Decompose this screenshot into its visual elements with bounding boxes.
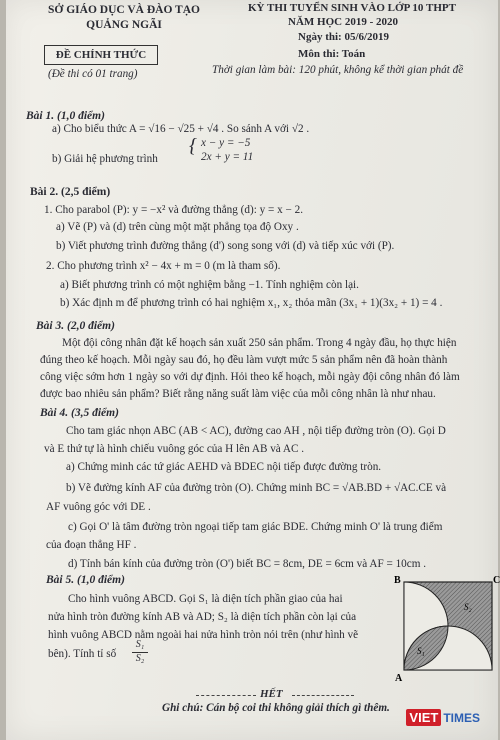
ratio-denominator: S₂ — [135, 653, 145, 664]
bai1-eq2: 2x + y = 11 — [201, 151, 254, 163]
bai2-p1a: a) Vẽ (P) và (d) trên cùng một mặt phẳng tọa độ Oxy . — [56, 221, 299, 233]
bai3-line3: công việc sớm hơn 1 ngày so với dự định. Hỏi theo kế hoạch, mỗi ngày đội công nhân đó làm — [40, 371, 460, 383]
footer-note-text: Ghi chú: Cán bộ coi thi không giải thích gì thêm. — [162, 702, 390, 714]
bai5-line4: bên). Tính tỉ số — [48, 648, 117, 660]
watermark-times: TIMES — [443, 710, 480, 725]
bai1-title: Bài 1. (1,0 điểm) — [26, 110, 105, 122]
watermark-viet: VIET — [406, 709, 441, 726]
bai3-line4: được bao nhiêu sản phẩm? Biết rằng năng suất làm việc của mỗi công nhân là như nhau. — [40, 388, 436, 400]
end-divider-left — [196, 695, 256, 696]
bai3-line1: Một đội công nhân đặt kế hoạch sản xuất 250 sản phẩm. Trong 4 ngày đầu, họ thực hiện — [62, 337, 457, 349]
bai4-b-line1: b) Vẽ đường kính AF của đường tròn (O). Chứng minh BC = √AB.BD + √AC.CE và — [66, 482, 447, 494]
province-name: QUẢNG NGÃI — [86, 19, 162, 31]
bai2-p1b: b) Viết phương trình đường thẳng (d') song song với (d) và tiếp xúc với (P). — [56, 240, 395, 252]
label-a: A — [395, 673, 403, 684]
bai5-line3: hình vuông ABCD nằm ngoài hai nửa hình tròn nói trên (như hình vẽ — [48, 629, 359, 641]
bai4-c-line2: của đoạn thẳng HF . — [46, 539, 137, 551]
school-year: NĂM HỌC 2019 - 2020 — [288, 16, 398, 28]
bai3-title: Bài 3. (2,0 điểm) — [36, 320, 115, 332]
bai3-line2: đúng theo kế hoạch. Mỗi ngày sau đó, họ đều làm vượt mức 5 sản phẩm nên đã hoàn thành — [40, 354, 448, 366]
end-divider-right — [292, 695, 354, 696]
footer-note — [162, 702, 390, 714]
bai4-c-line1: c) Gọi O' là tâm đường tròn ngoại tiếp tam giác BDE. Chứng minh O' là trung điểm — [68, 521, 443, 533]
bai5-title: Bài 5. (1,0 điểm) — [46, 574, 125, 586]
label-s1: S₁ — [417, 646, 425, 656]
label-c: C — [493, 575, 500, 586]
vietimes-watermark — [406, 709, 480, 726]
end-marker: HẾT — [260, 688, 283, 700]
bai4-line1: Cho tam giác nhọn ABC (AB < AC), đường cao AH , nội tiếp đường tròn (O). Gọi D — [66, 425, 446, 437]
bai4-b-line2: AF vuông góc với DE . — [46, 501, 151, 513]
system-brace: { — [189, 135, 197, 157]
bai2-p1: 1. Cho parabol (P): y = −x² và đường thẳng (d): y = x − 2. — [44, 204, 304, 216]
bai1-a: a) Cho biểu thức A = √16 − √25 + √4 . So sánh A với √2 . — [52, 123, 310, 135]
exam-title: KỲ THI TUYỂN SINH VÀO LỚP 10 THPT — [248, 2, 456, 14]
bai2-p2b: b) Xác định m để phương trình có hai nghiệm x₁, x₂ thỏa mãn (3x₁ + 1)(3x₂ + 1) = 4 . — [60, 297, 443, 309]
bai4-line2: và E thứ tự là hình chiếu vuông góc của H lên AB và AC . — [44, 443, 305, 455]
exam-date: Ngày thi: 05/6/2019 — [298, 31, 390, 43]
label-b: B — [394, 575, 401, 586]
page-count-note: (Đề thi có 01 trang) — [48, 68, 138, 80]
bai4-d: d) Tính bán kính của đường tròn (O') biết BC = 8cm, DE = 6cm và AF = 10cm . — [68, 558, 427, 570]
ratio-numerator: S₁ — [135, 639, 145, 650]
bai1-eq1: x − y = −5 — [201, 137, 251, 149]
official-exam-box: ĐỀ CHÍNH THỨC — [44, 45, 158, 65]
bai5-line1: Cho hình vuông ABCD. Gọi S₁ là diện tích phần giao của hai — [68, 593, 343, 605]
bai2-p2: 2. Cho phương trình x² − 4x + m = 0 (m là tham số). — [46, 260, 281, 272]
department-name: SỞ GIÁO DỤC VÀ ĐÀO TẠO — [48, 4, 200, 16]
bai1-b: b) Giải hệ phương trình — [52, 153, 158, 165]
exam-paper — [6, 0, 498, 740]
label-s2: S₂ — [464, 602, 472, 612]
exam-duration: Thời gian làm bài: 120 phút, không kể thời gian phát đề — [212, 64, 464, 76]
square-semicircles-figure — [392, 574, 500, 686]
bai4-title: Bài 4. (3,5 điểm) — [40, 407, 119, 419]
subject: Môn thi: Toán — [298, 48, 366, 60]
bai5-line2: nửa hình tròn đường kính AB và AD; S₂ là diện tích phần còn lại của — [48, 611, 357, 623]
bai2-p2a: a) Biết phương trình có một nghiệm bằng −1. Tính nghiệm còn lại. — [60, 279, 359, 291]
bai4-a: a) Chứng minh các tứ giác AEHD và BDEC nội tiếp được đường tròn. — [66, 461, 382, 473]
bai2-title: Bài 2. (2,5 điểm) — [30, 186, 111, 198]
